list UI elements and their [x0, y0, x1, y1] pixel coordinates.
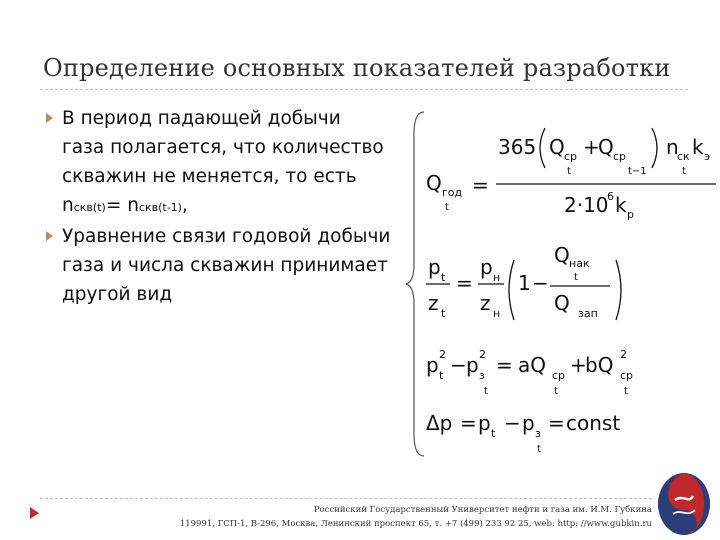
f1-k: k	[692, 135, 704, 159]
f3-eq: =	[496, 353, 513, 377]
f2-qzap: Q	[554, 291, 570, 315]
f1-paren-left	[540, 128, 545, 168]
formula-inflow	[426, 348, 633, 397]
slide-title: Определение основных показателей разработки	[43, 54, 671, 82]
f2-z: z	[428, 291, 439, 315]
eq-punct: ,	[181, 195, 188, 216]
f1-den-exp: 6	[607, 190, 614, 203]
f2-qnak-sub: нак	[569, 257, 590, 270]
f3-pz-sub: з	[479, 369, 485, 382]
f1-den-k: k	[615, 193, 627, 217]
f2-one: 1	[518, 271, 531, 295]
f4-eq2: =	[548, 411, 565, 435]
f1-q2-sub: ср	[613, 150, 627, 163]
f3-pz-exp: 2	[479, 348, 486, 361]
f4-p-sub: t	[491, 427, 496, 440]
eq-sign: =	[105, 195, 128, 216]
f1-lhs-sub2: t	[445, 202, 449, 213]
f1-q2: Q	[598, 135, 614, 159]
f2-z-sub: t	[441, 307, 446, 320]
f2-pn-sub: н	[493, 271, 501, 284]
bullet-arrow-icon	[46, 231, 53, 241]
footer-address: 119991, ГСП-1, В-296, Москва, Ленинский проспект 65, т. +7 (499) 233 92 25, web: http: //www.gubkin.ru	[179, 519, 652, 529]
f2-p: p	[428, 255, 441, 279]
f1-q2-sub2: t−1	[628, 166, 647, 177]
bullet-arrow-icon	[46, 113, 53, 123]
f1-plus: +	[583, 135, 600, 159]
f2-p-sub: t	[441, 271, 446, 284]
f1-coef: 365	[498, 135, 537, 159]
footer-divider	[40, 498, 652, 499]
f3-b-exp: 2	[620, 348, 627, 361]
f1-q: Q	[549, 135, 565, 159]
university-logo-icon	[653, 470, 715, 538]
f1-k-sub: э	[704, 150, 711, 163]
f4-pz-sub2: t	[537, 444, 541, 455]
f4-p: p	[478, 411, 491, 435]
f2-qnak-sub2: t	[574, 272, 578, 283]
f3-pz: p	[466, 353, 479, 377]
f3-p-sub: t	[439, 369, 444, 382]
f3-a-sub2: t	[554, 386, 558, 397]
f2-zn-sub: н	[493, 307, 501, 320]
bullet-item	[46, 104, 416, 222]
f4-eq: =	[460, 411, 477, 435]
f3-p: p	[426, 353, 439, 377]
f2-qnak: Q	[554, 243, 570, 267]
bullet-line: газа полагается, что количество	[62, 137, 384, 158]
bullet-line: скважин не меняется, то есть	[62, 166, 357, 187]
f1-k-sub2: t	[682, 166, 686, 177]
f2-paren-right	[616, 260, 621, 320]
f3-a-sub: ср	[552, 369, 566, 382]
f3-pz-sub2: t	[484, 386, 488, 397]
formula-system	[404, 104, 720, 460]
f3-b: bQ	[585, 353, 614, 377]
eq-subscript: скв(t-1)	[138, 201, 182, 214]
f1-paren-right	[652, 128, 657, 168]
footer	[92, 503, 652, 531]
footer-university: Российский Государственный Университет нефти и газа им. И.М. Губкина	[313, 505, 652, 515]
f1-n: n	[666, 135, 679, 159]
f1-eq: =	[472, 173, 489, 197]
f4-minus: −	[504, 411, 521, 435]
f1-n-sub: ск	[677, 150, 690, 163]
eq-symbol: n	[127, 195, 139, 216]
formula-pressure-decline	[426, 243, 621, 320]
f1-den-k-sub: р	[627, 208, 634, 221]
bullet-equation	[62, 191, 416, 222]
footer-arrow-icon	[30, 507, 39, 519]
f4-pz-sub: з	[535, 427, 541, 440]
f4-delta: Δp	[426, 411, 453, 435]
bullet-line: В период падающей добычи	[62, 108, 341, 129]
f3-plus: +	[570, 353, 587, 377]
f1-den: 2·10	[564, 193, 609, 217]
f3-b-sub2: t	[624, 386, 628, 397]
title-divider	[40, 89, 688, 90]
system-brace	[406, 112, 424, 456]
f4-const: const	[566, 411, 621, 435]
f1-lhs-sub: год	[442, 186, 463, 199]
f4-pz: p	[522, 411, 535, 435]
f2-minus: −	[532, 271, 549, 295]
bullet-line: газа и числа скважин принимает	[62, 255, 388, 276]
formula-annual-production	[426, 128, 716, 221]
f1-q-sub2: t	[567, 166, 571, 177]
f1-lhs: Q	[426, 171, 442, 195]
f2-pn: p	[480, 255, 493, 279]
f2-eq: =	[456, 271, 473, 295]
formula-drawdown	[426, 411, 620, 455]
f2-zn: z	[480, 291, 491, 315]
bullet-line: Уравнение связи годовой добычи	[62, 226, 391, 247]
bullet-list	[46, 104, 416, 309]
f3-p-exp: 2	[439, 348, 446, 361]
eq-symbol: n	[62, 195, 74, 216]
bullet-line: другой вид	[62, 284, 173, 305]
f3-minus: −	[450, 353, 467, 377]
f3-a: aQ	[518, 353, 546, 377]
f1-q-sub: ср	[564, 150, 578, 163]
f2-qzap-sub: зап	[578, 307, 598, 320]
bullet-item	[46, 222, 416, 309]
eq-subscript: скв(t)	[73, 201, 106, 214]
f3-b-sub: ср	[620, 369, 634, 382]
f2-paren-left	[509, 260, 514, 320]
